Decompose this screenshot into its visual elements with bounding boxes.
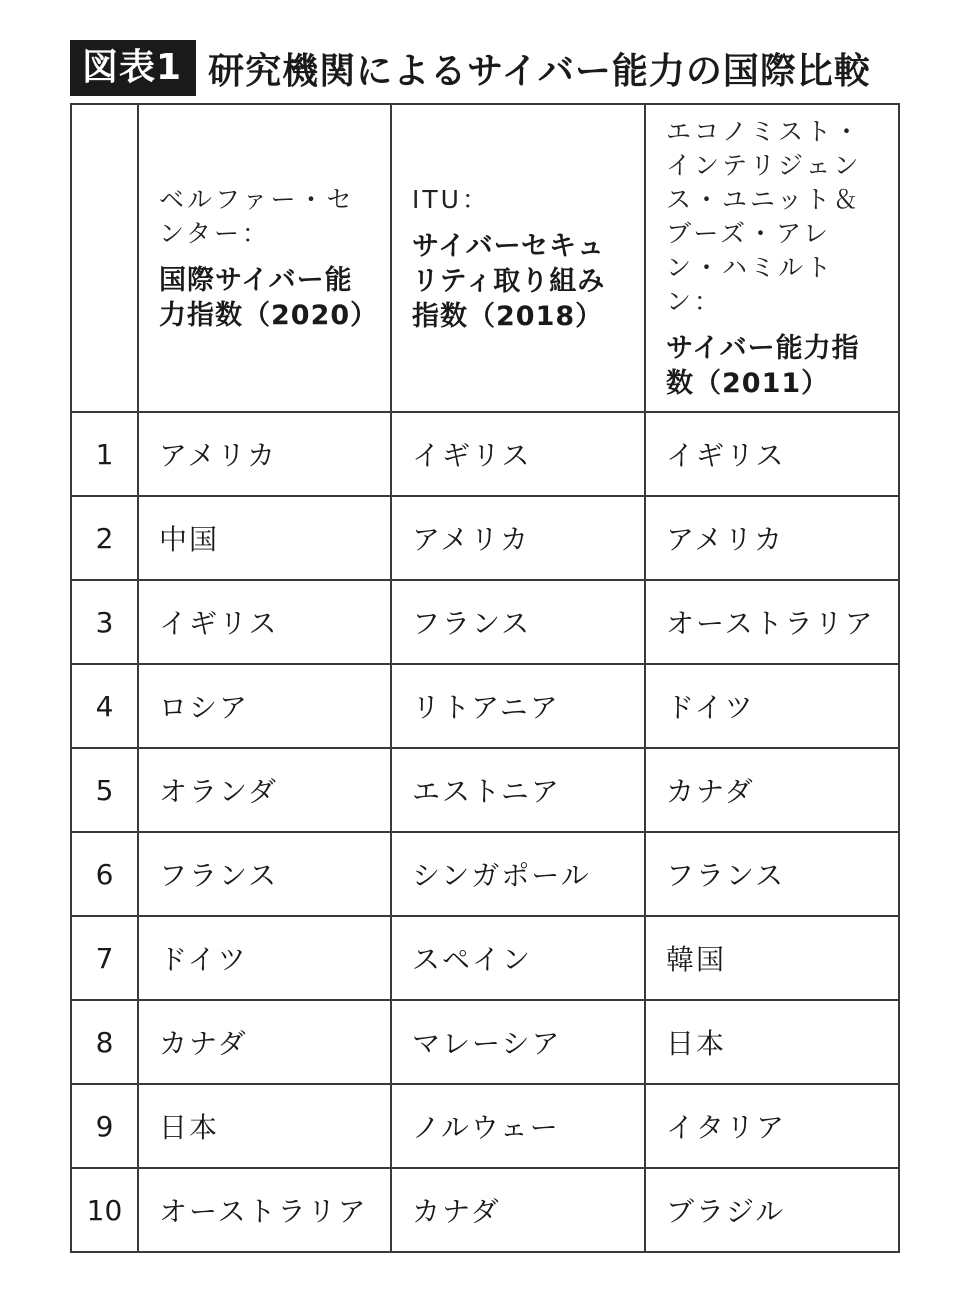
rank-cell: 7	[71, 916, 138, 1000]
rank-header-cell	[71, 104, 138, 412]
rank-cell: 3	[71, 580, 138, 664]
belfer-country-cell: アメリカ	[138, 412, 391, 496]
table-row	[71, 1000, 899, 1084]
eiu-country-cell: ドイツ	[645, 664, 899, 748]
itu-country-cell: イギリス	[391, 412, 645, 496]
belfer-country-cell: イギリス	[138, 580, 391, 664]
table-row	[71, 832, 899, 916]
header-cell-itu	[391, 104, 645, 412]
table-row	[71, 412, 899, 496]
table-row	[71, 916, 899, 1000]
eiu-country-cell: ブラジル	[645, 1168, 899, 1252]
header-org: ベルファー・センター：	[159, 185, 355, 248]
comparison-table	[70, 103, 900, 1253]
header-index-name: サイバーセキュリティ取り組み指数（2018）	[412, 230, 606, 332]
itu-country-cell: フランス	[391, 580, 645, 664]
header-cell-belfer	[138, 104, 391, 412]
itu-country-cell: シンガポール	[391, 832, 645, 916]
table-row	[71, 580, 899, 664]
belfer-country-cell: オーストラリア	[138, 1168, 391, 1252]
belfer-country-cell: フランス	[138, 832, 391, 916]
rank-cell: 6	[71, 832, 138, 916]
eiu-country-cell: カナダ	[645, 748, 899, 832]
table-row	[71, 748, 899, 832]
figure-number-badge: 図表1	[70, 40, 196, 96]
header-cell-eiu	[645, 104, 899, 412]
rank-cell: 4	[71, 664, 138, 748]
figure-header	[70, 38, 871, 98]
table-row	[71, 1084, 899, 1168]
eiu-country-cell: イタリア	[645, 1084, 899, 1168]
itu-country-cell: リトアニア	[391, 664, 645, 748]
itu-country-cell: ノルウェー	[391, 1084, 645, 1168]
belfer-country-cell: ロシア	[138, 664, 391, 748]
itu-country-cell: アメリカ	[391, 496, 645, 580]
itu-country-cell: スペイン	[391, 916, 645, 1000]
rank-cell: 9	[71, 1084, 138, 1168]
rank-cell: 2	[71, 496, 138, 580]
itu-country-cell: マレーシア	[391, 1000, 645, 1084]
rank-cell: 1	[71, 412, 138, 496]
table-header-row	[71, 104, 899, 412]
eiu-country-cell: オーストラリア	[645, 580, 899, 664]
eiu-country-cell: 日本	[645, 1000, 899, 1084]
eiu-country-cell: 韓国	[645, 916, 899, 1000]
figure-title: 研究機関によるサイバー能力の国際比較	[208, 50, 871, 92]
eiu-country-cell: アメリカ	[645, 496, 899, 580]
header-org: エコノミスト・インテリジェンス・ユニット＆ブーズ・アレン・ハミルトン：	[666, 117, 863, 316]
header-org: ITU：	[412, 184, 490, 214]
belfer-country-cell: 中国	[138, 496, 391, 580]
belfer-country-cell: ドイツ	[138, 916, 391, 1000]
table-row	[71, 1168, 899, 1252]
table-row	[71, 496, 899, 580]
belfer-country-cell: 日本	[138, 1084, 391, 1168]
itu-country-cell: エストニア	[391, 748, 645, 832]
eiu-country-cell: フランス	[645, 832, 899, 916]
header-index-name: サイバー能力指数（2011）	[666, 333, 860, 399]
rank-cell: 5	[71, 748, 138, 832]
table-row	[71, 664, 899, 748]
rank-cell: 10	[71, 1168, 138, 1252]
belfer-country-cell: オランダ	[138, 748, 391, 832]
belfer-country-cell: カナダ	[138, 1000, 391, 1084]
header-index-name: 国際サイバー能力指数（2020）	[159, 265, 379, 331]
eiu-country-cell: イギリス	[645, 412, 899, 496]
itu-country-cell: カナダ	[391, 1168, 645, 1252]
rank-cell: 8	[71, 1000, 138, 1084]
table-body	[71, 412, 899, 1252]
